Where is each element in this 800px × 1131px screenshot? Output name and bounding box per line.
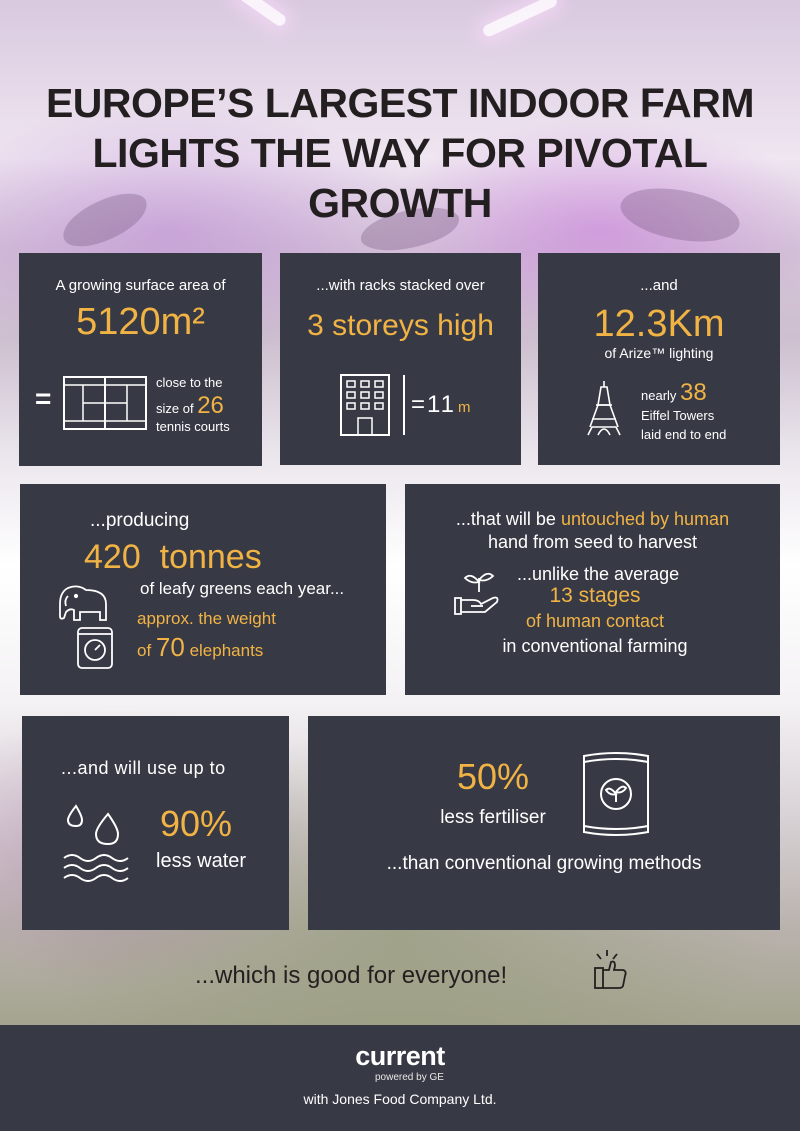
tennis-court-icon (63, 376, 147, 430)
produce-sub: of leafy greens each year... (140, 579, 345, 598)
fertiliser-compare: ...than conventional growing methods (386, 853, 702, 874)
racks-panel (280, 253, 521, 465)
untouched-prefix: ...that will be (455, 509, 556, 529)
lighting-value: 12.3Km (593, 303, 725, 345)
lighting-compare-1 (641, 379, 707, 407)
title-line-1: EUROPE’S LARGEST INDOOR FARM (45, 80, 755, 126)
eiffel-tower-icon (584, 381, 624, 437)
partner-credit: with Jones Food Company Ltd. (303, 1091, 497, 1107)
surface-compare-number: 26 (197, 392, 224, 419)
racks-height (411, 391, 472, 419)
water-intro: ...and will use up to (61, 758, 226, 778)
grow-light-streak (232, 0, 288, 28)
fertiliser-sub: less fertiliser (440, 807, 546, 828)
lighting-panel (538, 253, 780, 465)
title-line-2: LIGHTS THE WAY FOR PIVOTAL GROWTH (92, 130, 708, 226)
racks-height-unit: m (457, 399, 473, 416)
divider (403, 375, 405, 435)
surface-compare-2 (156, 392, 224, 420)
untouched-line-3: ...unlike the average (517, 564, 680, 584)
untouched-line-1 (405, 509, 780, 530)
water-panel (22, 716, 289, 930)
closing-statement (195, 962, 507, 990)
untouched-line-2: hand from seed to harvest (487, 532, 698, 552)
untouched-panel (405, 484, 780, 695)
produce-intro: ...producing (90, 510, 190, 531)
surface-compare-prefix: size of (156, 401, 194, 416)
surface-value: 5120m² (76, 301, 205, 343)
elephant-scale-icon (56, 582, 126, 672)
fertiliser-panel (308, 716, 780, 930)
untouched-line-5: of human contact (525, 611, 665, 631)
untouched-line-4: 13 stages (549, 584, 641, 607)
produce-weight-number: 70 (155, 632, 185, 662)
lighting-compare-number: 38 (680, 379, 707, 406)
untouched-highlight: untouched by human (560, 509, 730, 529)
brand-logo: current (355, 1041, 445, 1071)
building-icon (340, 374, 390, 436)
water-sub: less water (156, 850, 247, 872)
produce-weight-2 (137, 632, 263, 663)
lighting-compare-prefix: nearly (641, 388, 677, 403)
produce-weight-prefix: of (137, 641, 152, 660)
fertiliser-value: 50% (456, 756, 530, 797)
water-drops-icon (64, 804, 134, 884)
racks-value: 3 storeys high (307, 309, 494, 342)
surface-area-panel (19, 253, 262, 466)
lighting-sub: of Arize™ lighting (604, 345, 714, 361)
closing-text: ...which is good for everyone! (195, 962, 508, 989)
produce-weight-suffix: elephants (189, 641, 264, 660)
lighting-intro: ...and (640, 277, 678, 294)
surface-intro: A growing surface area of (55, 277, 226, 294)
thumbs-up-icon (593, 948, 629, 990)
fertiliser-bag-icon (580, 750, 652, 838)
surface-compare-3: tennis courts (156, 419, 230, 434)
racks-height-value: =11 (411, 391, 456, 418)
lighting-compare-3: laid end to end (641, 427, 727, 442)
produce-panel (20, 484, 386, 695)
surface-compare-1: close to the (156, 375, 223, 390)
grow-light-streak (481, 0, 559, 38)
equals-sign: = (35, 383, 52, 414)
brand-tagline: powered by GE (375, 1072, 444, 1083)
racks-intro: ...with racks stacked over (316, 277, 485, 294)
untouched-line-6: in conventional farming (502, 636, 688, 656)
lighting-compare-2: Eiffel Towers (641, 408, 715, 423)
footer (0, 1025, 800, 1131)
produce-value: 420 tonnes (84, 538, 262, 576)
produce-weight-1: approx. the weight (137, 609, 276, 628)
page-title (0, 78, 800, 228)
water-value: 90% (160, 803, 233, 844)
